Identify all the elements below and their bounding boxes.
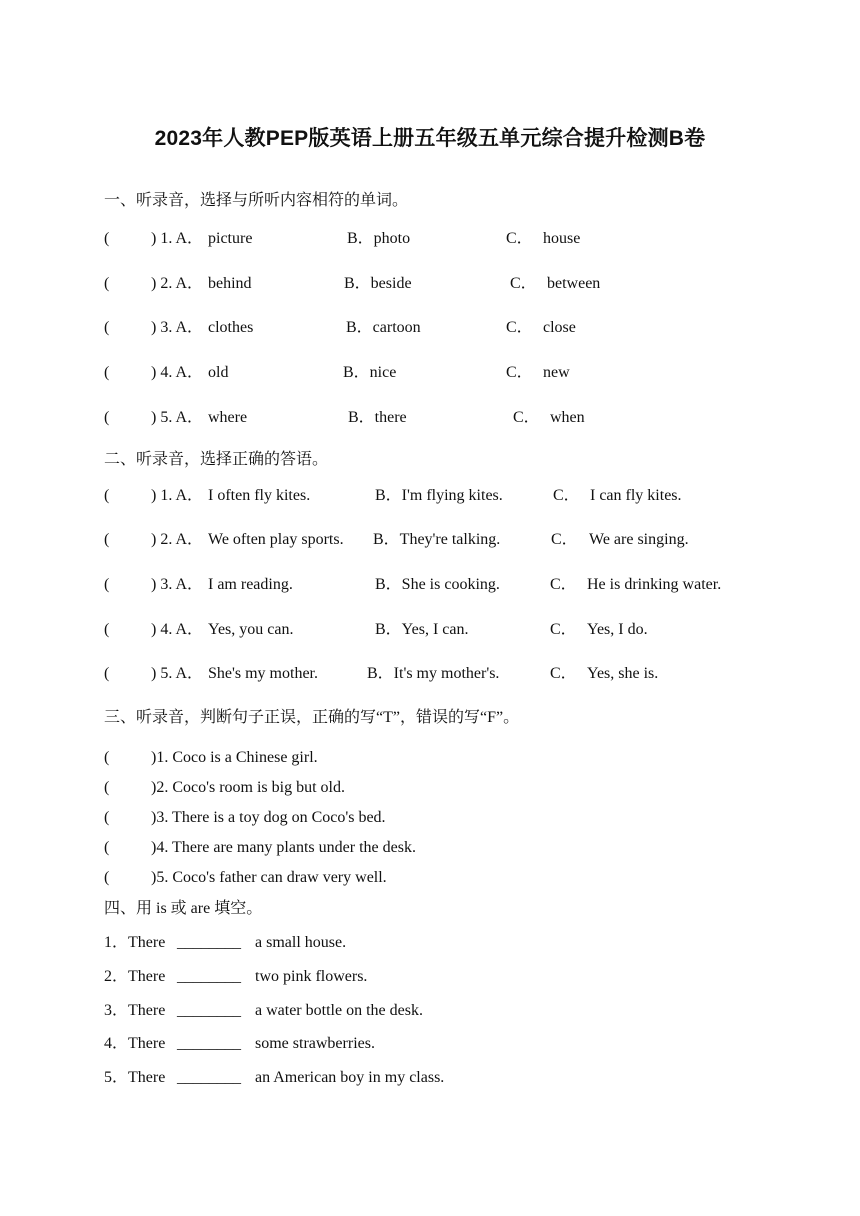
option-a: I often fly kites. bbox=[208, 487, 311, 504]
option-c-label: C． bbox=[513, 409, 540, 426]
option-c: He is drinking water. bbox=[587, 576, 722, 593]
section-3-heading: 三、听录音，判断句子正误，正确的写“T”，错误的写“F”。 bbox=[104, 709, 520, 726]
question-number: ) 1. A． bbox=[151, 487, 204, 504]
option-c-label: C． bbox=[506, 319, 533, 336]
fill-number: 5．There bbox=[104, 1069, 166, 1086]
answer-paren: ( bbox=[104, 665, 110, 682]
answer-paren: ( bbox=[104, 839, 110, 856]
answer-paren: ( bbox=[104, 621, 110, 638]
option-b: B．Yes, I can. bbox=[375, 621, 469, 638]
question-number: ) 2. A． bbox=[151, 531, 204, 548]
option-a: She's my mother. bbox=[208, 665, 318, 682]
fill-rest: an American boy in my class. bbox=[255, 1069, 445, 1086]
option-b: B．They're talking. bbox=[373, 531, 501, 548]
option-b: B．there bbox=[348, 409, 407, 426]
option-a: Yes, you can. bbox=[208, 621, 294, 638]
question-number: ) 3. A． bbox=[151, 319, 204, 336]
option-c: Yes, she is. bbox=[587, 665, 659, 682]
statement-text: )5. Coco's father can draw very well. bbox=[151, 869, 387, 886]
answer-paren: ( bbox=[104, 779, 110, 796]
option-b: B．It's my mother's. bbox=[367, 665, 500, 682]
option-c: house bbox=[543, 230, 581, 247]
option-c-label: C． bbox=[550, 621, 577, 638]
fill-number: 4．There bbox=[104, 1035, 166, 1052]
option-b: B．beside bbox=[344, 275, 412, 292]
statement-text: )4. There are many plants under the desk. bbox=[151, 839, 416, 856]
option-c: when bbox=[550, 409, 585, 426]
fill-rest: a water bottle on the desk. bbox=[255, 1002, 423, 1019]
option-c-label: C． bbox=[510, 275, 537, 292]
question-number: ) 1. A． bbox=[151, 230, 204, 247]
answer-paren: ( bbox=[104, 409, 110, 426]
option-c: We are singing. bbox=[589, 531, 689, 548]
question-number: ) 4. A． bbox=[151, 621, 204, 638]
fill-rest: a small house. bbox=[255, 934, 347, 951]
fill-blank: ________ bbox=[177, 968, 241, 985]
option-c-label: C． bbox=[506, 230, 533, 247]
answer-paren: ( bbox=[104, 319, 110, 336]
fill-rest: two pink flowers. bbox=[255, 968, 368, 985]
option-c-label: C． bbox=[550, 576, 577, 593]
question-number: ) 5. A． bbox=[151, 409, 204, 426]
question-number: ) 5. A． bbox=[151, 665, 204, 682]
option-a: clothes bbox=[208, 319, 254, 336]
answer-paren: ( bbox=[104, 230, 110, 247]
option-a: I am reading. bbox=[208, 576, 293, 593]
answer-paren: ( bbox=[104, 809, 110, 826]
option-b: B．I'm flying kites. bbox=[375, 487, 503, 504]
option-a: old bbox=[208, 364, 229, 381]
document-title: 2023年人教PEP版英语上册五年级五单元综合提升检测B卷 bbox=[154, 127, 706, 150]
fill-number: 1．There bbox=[104, 934, 166, 951]
fill-number: 3．There bbox=[104, 1002, 166, 1019]
statement-text: )1. Coco is a Chinese girl. bbox=[151, 749, 318, 766]
fill-blank: ________ bbox=[177, 1069, 241, 1086]
section-1-heading: 一、听录音，选择与所听内容相符的单词。 bbox=[104, 192, 409, 209]
option-c-label: C． bbox=[550, 665, 577, 682]
answer-paren: ( bbox=[104, 531, 110, 548]
question-number: ) 2. A． bbox=[151, 275, 204, 292]
option-c: close bbox=[543, 319, 576, 336]
option-b: B．photo bbox=[347, 230, 411, 247]
fill-number: 2．There bbox=[104, 968, 166, 985]
answer-paren: ( bbox=[104, 275, 110, 292]
question-number: ) 3. A． bbox=[151, 576, 204, 593]
option-b: B．She is cooking. bbox=[375, 576, 500, 593]
fill-blank: ________ bbox=[177, 934, 241, 951]
statement-text: )2. Coco's room is big but old. bbox=[151, 779, 345, 796]
option-c: I can fly kites. bbox=[590, 487, 682, 504]
option-b: B．cartoon bbox=[346, 319, 421, 336]
fill-rest: some strawberries. bbox=[255, 1035, 375, 1052]
fill-blank: ________ bbox=[177, 1035, 241, 1052]
option-a: We often play sports. bbox=[208, 531, 344, 548]
option-c: between bbox=[547, 275, 601, 292]
answer-paren: ( bbox=[104, 749, 110, 766]
option-b: B．nice bbox=[343, 364, 397, 381]
answer-paren: ( bbox=[104, 487, 110, 504]
option-a: where bbox=[208, 409, 248, 426]
option-c: Yes, I do. bbox=[587, 621, 648, 638]
statement-text: )3. There is a toy dog on Coco's bed. bbox=[151, 809, 386, 826]
section-2-heading: 二、听录音，选择正确的答语。 bbox=[104, 451, 329, 468]
answer-paren: ( bbox=[104, 576, 110, 593]
section-4-heading: 四、用 is 或 are 填空。 bbox=[104, 900, 263, 917]
question-number: ) 4. A． bbox=[151, 364, 204, 381]
option-a: behind bbox=[208, 275, 252, 292]
option-c-label: C． bbox=[551, 531, 578, 548]
fill-blank: ________ bbox=[177, 1002, 241, 1019]
answer-paren: ( bbox=[104, 869, 110, 886]
option-c: new bbox=[543, 364, 570, 381]
answer-paren: ( bbox=[104, 364, 110, 381]
option-a: picture bbox=[208, 230, 253, 247]
option-c-label: C． bbox=[553, 487, 580, 504]
option-c-label: C． bbox=[506, 364, 533, 381]
